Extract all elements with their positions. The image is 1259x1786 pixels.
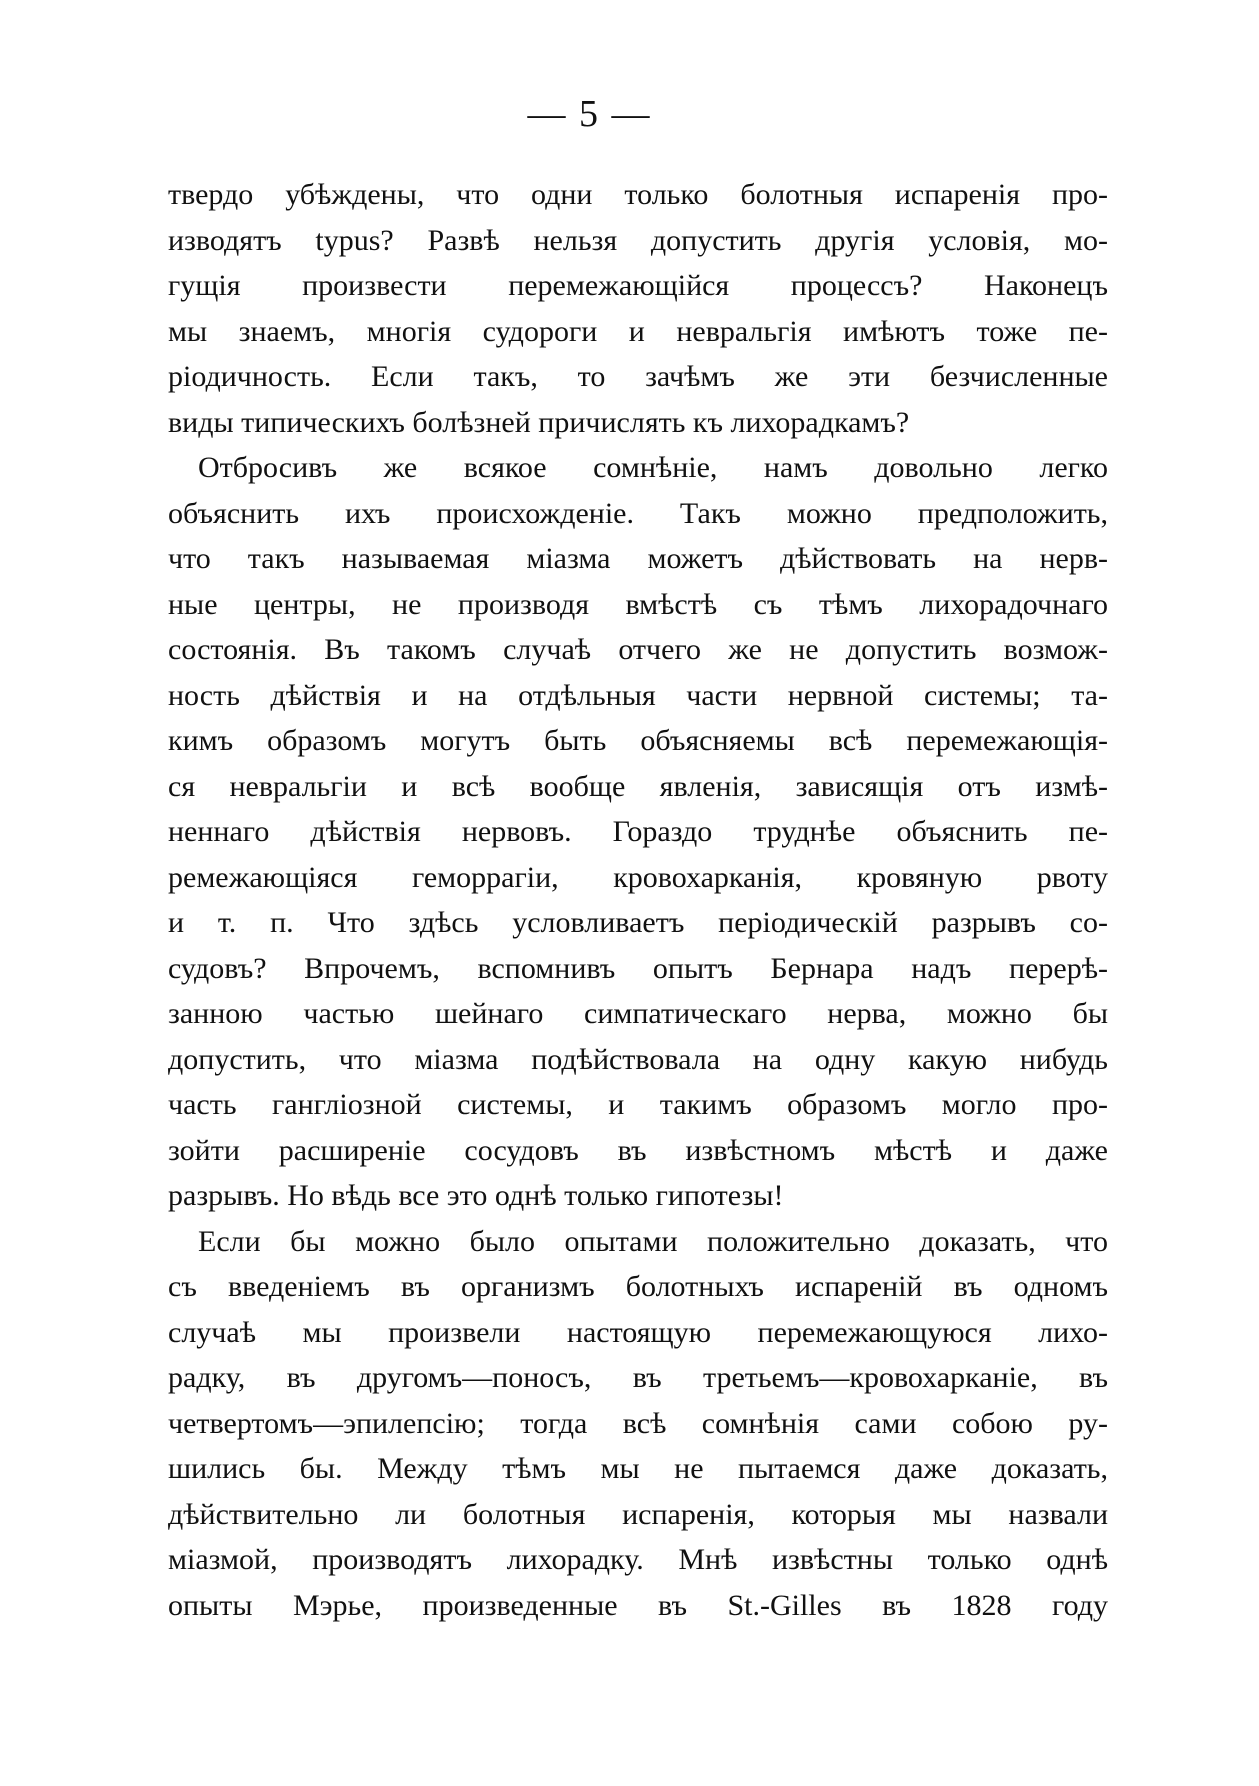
text-line: зойти расширеніе сосудовъ въ извѣстномъ мѣстѣ и даже	[168, 1133, 1108, 1167]
text-line: ріодичность. Если такъ, то зачѣмъ же эти безчисленные	[168, 360, 1108, 393]
text-line: ные центры, не производя вмѣстѣ съ тѣмъ лихорадочнаго	[168, 587, 1108, 621]
text-line: твердо убѣждены, что одни только болотныя испаренія про-	[168, 178, 1108, 211]
text-line: допустить, что міазма подѣйствовала на одну какую нибудь	[168, 1042, 1108, 1076]
text-line: виды типическихъ болѣзней причислять къ лихорадкамъ?	[168, 405, 910, 439]
text-line: судовъ? Впрочемъ, вспомнивъ опытъ Бернара надъ перерѣ-	[168, 951, 1108, 985]
text-line: мы знаемъ, многія судороги и невральгія имѣютъ тоже пе-	[168, 314, 1108, 348]
text-line: шились бы. Между тѣмъ мы не пытаемся даже доказать,	[168, 1452, 1108, 1485]
text-line: міазмой, производятъ лихорадку. Мнѣ извѣстны только однѣ	[168, 1543, 1108, 1576]
text-line: занною частью шейнаго симпатическаго нерва, можно бы	[168, 997, 1108, 1030]
text-line: состоянія. Въ такомъ случаѣ отчего же не допустить возмож-	[168, 633, 1108, 666]
paragraph-2	[168, 445, 1108, 1219]
text-line: гущія произвести перемежающійся процессъ? Наконецъ	[168, 269, 1108, 302]
text-line: неннаго дѣйствія нервовъ. Гораздо труднѣе объяснить пе-	[168, 815, 1108, 848]
text-line: разрывъ. Но вѣдь все это однѣ только гипотезы!	[168, 1179, 784, 1212]
text-line: случаѣ мы произвели настоящую перемежающуюся лихо-	[168, 1315, 1108, 1349]
text-line: кимъ образомъ могутъ быть объясняемы всѣ перемежающія-	[168, 724, 1108, 757]
text-line: изводятъ typus? Развѣ нельзя допустить другія условія, мо-	[168, 223, 1108, 257]
text-line: радку, въ другомъ—поносъ, въ третьемъ—кровохарканіе, въ	[168, 1361, 1108, 1394]
page-number: — 5 —	[527, 93, 652, 135]
text-line: ремежающіяся геморрагіи, кровохарканія, кровяную рвоту	[168, 860, 1108, 894]
paragraph-1	[168, 172, 1108, 445]
text-line: Отбросивъ же всякое сомнѣніе, намъ довольно легко	[198, 451, 1108, 484]
text-line: что такъ называемая міазма можетъ дѣйствовать на нерв-	[168, 542, 1108, 575]
text-line: ность дѣйствія и на отдѣльныя части нервной системы; та-	[168, 678, 1108, 712]
text-body	[168, 172, 1108, 1628]
paragraph-3	[168, 1219, 1108, 1629]
text-line: опыты Мэрье, произведенные въ St.-Gilles въ 1828 году	[168, 1588, 1108, 1622]
text-line: Если бы можно было опытами положительно доказать, что	[198, 1224, 1108, 1258]
text-line: и т. п. Что здѣсь условливаетъ періодическій разрывъ со-	[168, 906, 1108, 939]
text-line: объяснить ихъ происхожденіе. Такъ можно предположить,	[168, 496, 1108, 530]
text-line: съ введеніемъ въ организмъ болотныхъ испареній въ одномъ	[168, 1270, 1108, 1303]
text-line: ся невральгіи и всѣ вообще явленія, зависящія отъ измѣ-	[168, 769, 1108, 803]
text-line: четвертомъ—эпилепсію; тогда всѣ сомнѣнія сами собою ру-	[168, 1406, 1108, 1440]
text-line: дѣйствительно ли болотныя испаренія, которыя мы назвали	[168, 1497, 1108, 1531]
text-line: часть ганглiозной системы, и такимъ образомъ могло про-	[168, 1088, 1108, 1121]
